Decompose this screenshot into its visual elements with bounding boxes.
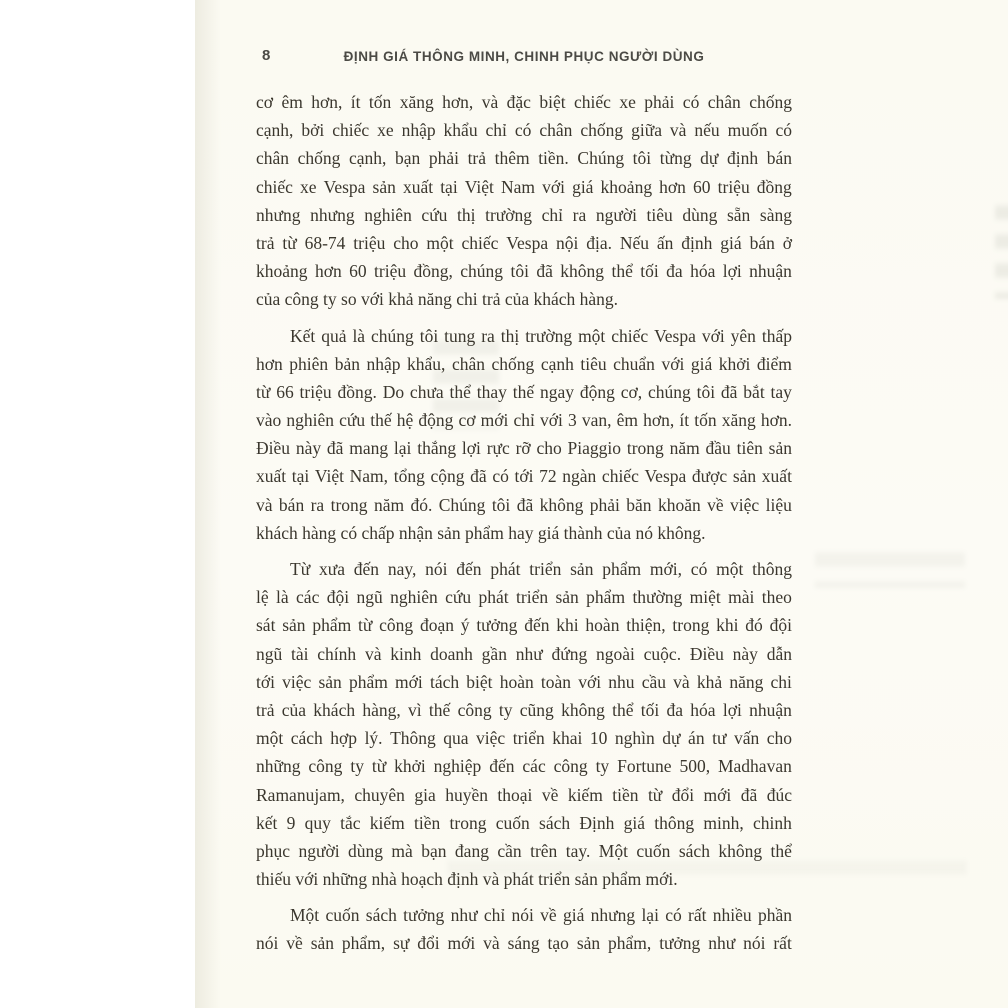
text-line: tới việc sản phẩm mới tách biệt hoàn toàn với nhu cầu và khả năng chi: [256, 671, 792, 692]
text-line: một cách hợp lý. Thông qua việc triển khai 10 nghìn dự án tư vấn cho: [256, 728, 792, 749]
paragraph: [256, 901, 792, 957]
ink-bleed-through: [995, 203, 1008, 299]
text-line: trả của khách hàng, vì thế công ty cũng không thể tối đa hóa lợi nhuận: [256, 699, 792, 720]
text-line: nói về sản phẩm, sự đổi mới và sáng tạo sản phẩm, tưởng như nói rất: [256, 933, 792, 954]
text-line: chiếc xe Vespa sản xuất tại Việt Nam với giá khoảng hơn 60 triệu đồng: [256, 176, 792, 197]
text-line: vào nghiên cứu thế hệ động cơ mới chỉ với 3 van, êm hơn, ít tốn xăng hơn.: [256, 410, 792, 431]
page-left-edge-shade: [195, 0, 221, 1008]
text-line: Kết quả là chúng tôi tung ra thị trường một chiếc Vespa với yên thấp: [290, 325, 792, 346]
paragraph: [256, 88, 792, 314]
text-line: sát sản phẩm từ công đoạn ý tưởng đến khi hoàn thiện, trong khi đó đội: [256, 615, 792, 636]
text-line: hơn phiên bản nhập khẩu, chân chống cạnh tiêu chuẩn với giá khởi điểm: [256, 353, 792, 374]
text-line: kết 9 quy tắc kiếm tiền trong cuốn sách Định giá thông minh, chinh: [256, 812, 792, 833]
running-head: [256, 47, 792, 65]
text-line: chân chống cạnh, bạn phải trả thêm tiền. Chúng tôi từng dự định bán: [256, 148, 792, 169]
text-line: Ramanujam, chuyên gia huyền thoại về kiếm tiền từ đổi mới đã đúc: [256, 784, 792, 805]
paragraph: [256, 555, 792, 893]
text-line: ngũ tài chính và kinh doanh gần như đứng ngoài cuộc. Điều này dẫn: [256, 643, 792, 664]
paragraph: [256, 322, 792, 548]
text-line: Một cuốn sách tưởng như chỉ nói về giá nhưng lại có rất nhiều phần: [290, 905, 792, 926]
text-line: những công ty từ khởi nghiệp đến các công ty Fortune 500, Madhavan: [256, 756, 792, 777]
text-line: Từ xưa đến nay, nói đến phát triển sản phẩm mới, có một thông: [290, 559, 792, 579]
text-line: phục người dùng mà bạn đang cần trên tay. Một cuốn sách không thể: [256, 840, 792, 861]
text-line: khách hàng có chấp nhận sản phẩm hay giá thành của nó không.: [256, 522, 706, 543]
text-line: nhưng nhưng nghiên cứu thị trường chỉ ra người tiêu dùng sẵn sàng: [256, 204, 792, 225]
text-line: lệ là các đội ngũ nghiên cứu phát triển sản phẩm thường miệt mài theo: [256, 587, 792, 608]
text-line: của công ty so với khả năng chi trả của khách hàng.: [256, 289, 619, 310]
text-line: Điều này đã mang lại thắng lợi rực rỡ cho Piaggio trong năm đầu tiên sản: [256, 438, 792, 459]
text-line: cơ êm hơn, ít tốn xăng hơn, và đặc biệt chiếc xe phải có chân chống: [256, 92, 792, 112]
text-line: và bán ra trong năm đó. Chúng tôi đã không phải băn khoăn về việc liệu: [256, 494, 792, 515]
body-text: [256, 88, 792, 958]
text-line: thiếu với những nhà hoạch định và phát triển sản phẩm mới.: [256, 869, 678, 890]
ink-bleed-through: [815, 550, 965, 588]
page-number: 8: [262, 47, 271, 64]
running-title: ĐỊNH GIÁ THÔNG MINH, CHINH PHỤC NGƯỜI DÙNG: [343, 49, 705, 64]
text-line: khoảng hơn 60 triệu đồng, chúng tôi đã không thể tối đa hóa lợi nhuận: [256, 261, 792, 282]
text-line: xuất tại Việt Nam, tổng cộng đã có tới 72 ngàn chiếc Vespa được sản xuất: [256, 466, 792, 487]
text-line: từ 66 triệu đồng. Do chưa thể thay thế ngay động cơ, chúng tôi đã bắt tay: [256, 381, 792, 402]
text-line: trả từ 68-74 triệu cho một chiếc Vespa nội địa. Nếu ấn định giá bán ở: [256, 232, 792, 253]
text-line: cạnh, bởi chiếc xe nhập khẩu chỉ có chân chống giữa và nếu muốn có: [256, 120, 792, 141]
